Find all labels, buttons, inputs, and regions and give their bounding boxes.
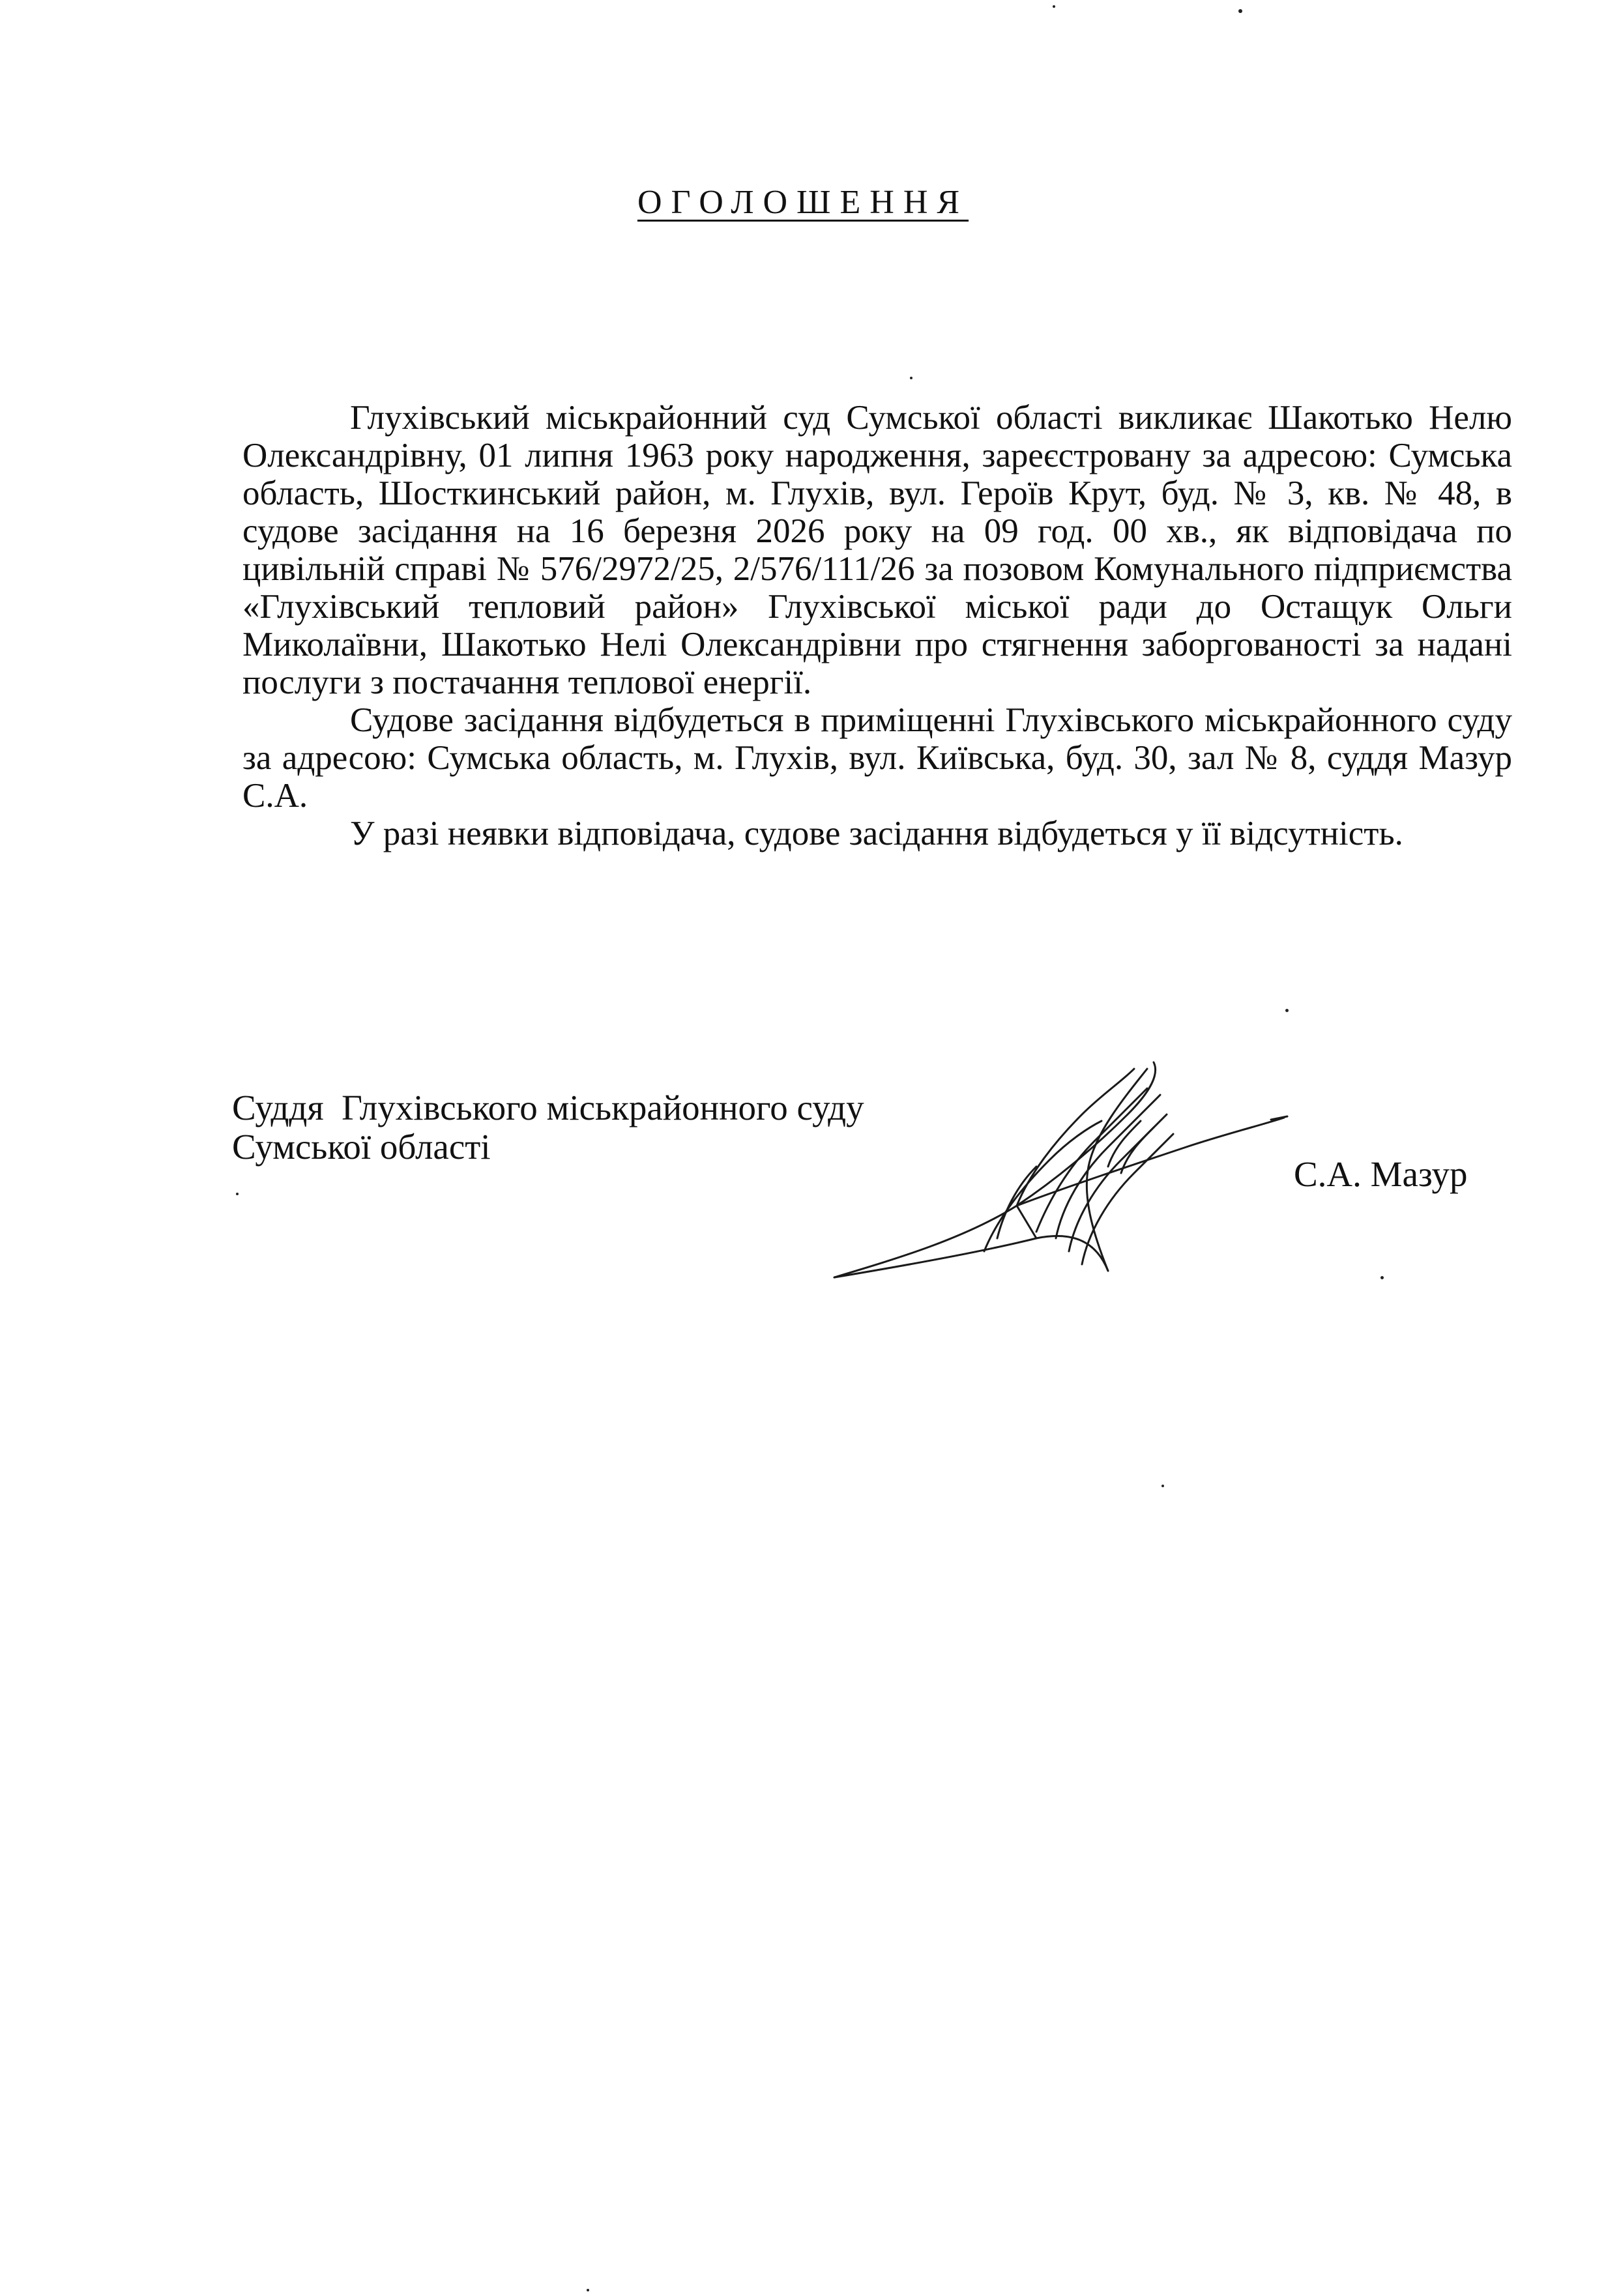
paragraph-summons: Глухівський міськрайонний суд Сумської області викликає Шакотько Нелю Олександрівну, 01 липня 1963 року народження, зареєстровану за адресою: Сумська область, Шосткинський район, м. Глухів, вул. Героїв Крут, буд. № 3, кв. № 48, в судове засідання на 16 березня 2026 року на 09 год. 00 хв., як відповідача по цивільній справі № 576/2972/25, 2/576/111/26 за позовом Комунального підприємства «Глухівський тепловий район» Глухівської міської ради до Остащук Ольги Миколаївни, Шакотько Нелі Олександрівни про стягнення заборгованості за надані послуги з постачання теплової енергії.	[242, 399, 1512, 701]
document-title	[0, 186, 1606, 220]
signature-name: С.А. Мазур	[1294, 1154, 1468, 1194]
signature-position	[232, 1088, 864, 1167]
scan-speck	[236, 1193, 239, 1195]
scan-speck	[1161, 1485, 1164, 1487]
scan-speck	[1380, 1276, 1384, 1279]
handwritten-signature	[821, 1043, 1291, 1290]
paragraph-absence-notice: У разі неявки відповідача, судове засідання відбудеться у її відсутність.	[350, 815, 1403, 852]
scan-speck	[910, 377, 912, 379]
scan-speck	[1053, 5, 1055, 8]
scan-speck	[1238, 9, 1242, 13]
scan-speck	[1285, 1009, 1289, 1012]
document-title-text: ОГОЛОШЕННЯ	[637, 184, 969, 221]
document-body	[242, 399, 1512, 852]
paragraph-hearing-location: Судове засідання відбудеться в приміщенні Глухівського міськрайонного суду за адресою: Сумська область, м. Глухів, вул. Київська, буд. 30, зал № 8, суддя Мазур С.А.	[242, 701, 1512, 815]
signature-position-line1: Суддя Глухівського міськрайонного суду	[232, 1088, 864, 1127]
scan-speck	[587, 2289, 589, 2291]
signature-position-line2: Сумської області	[232, 1127, 491, 1167]
